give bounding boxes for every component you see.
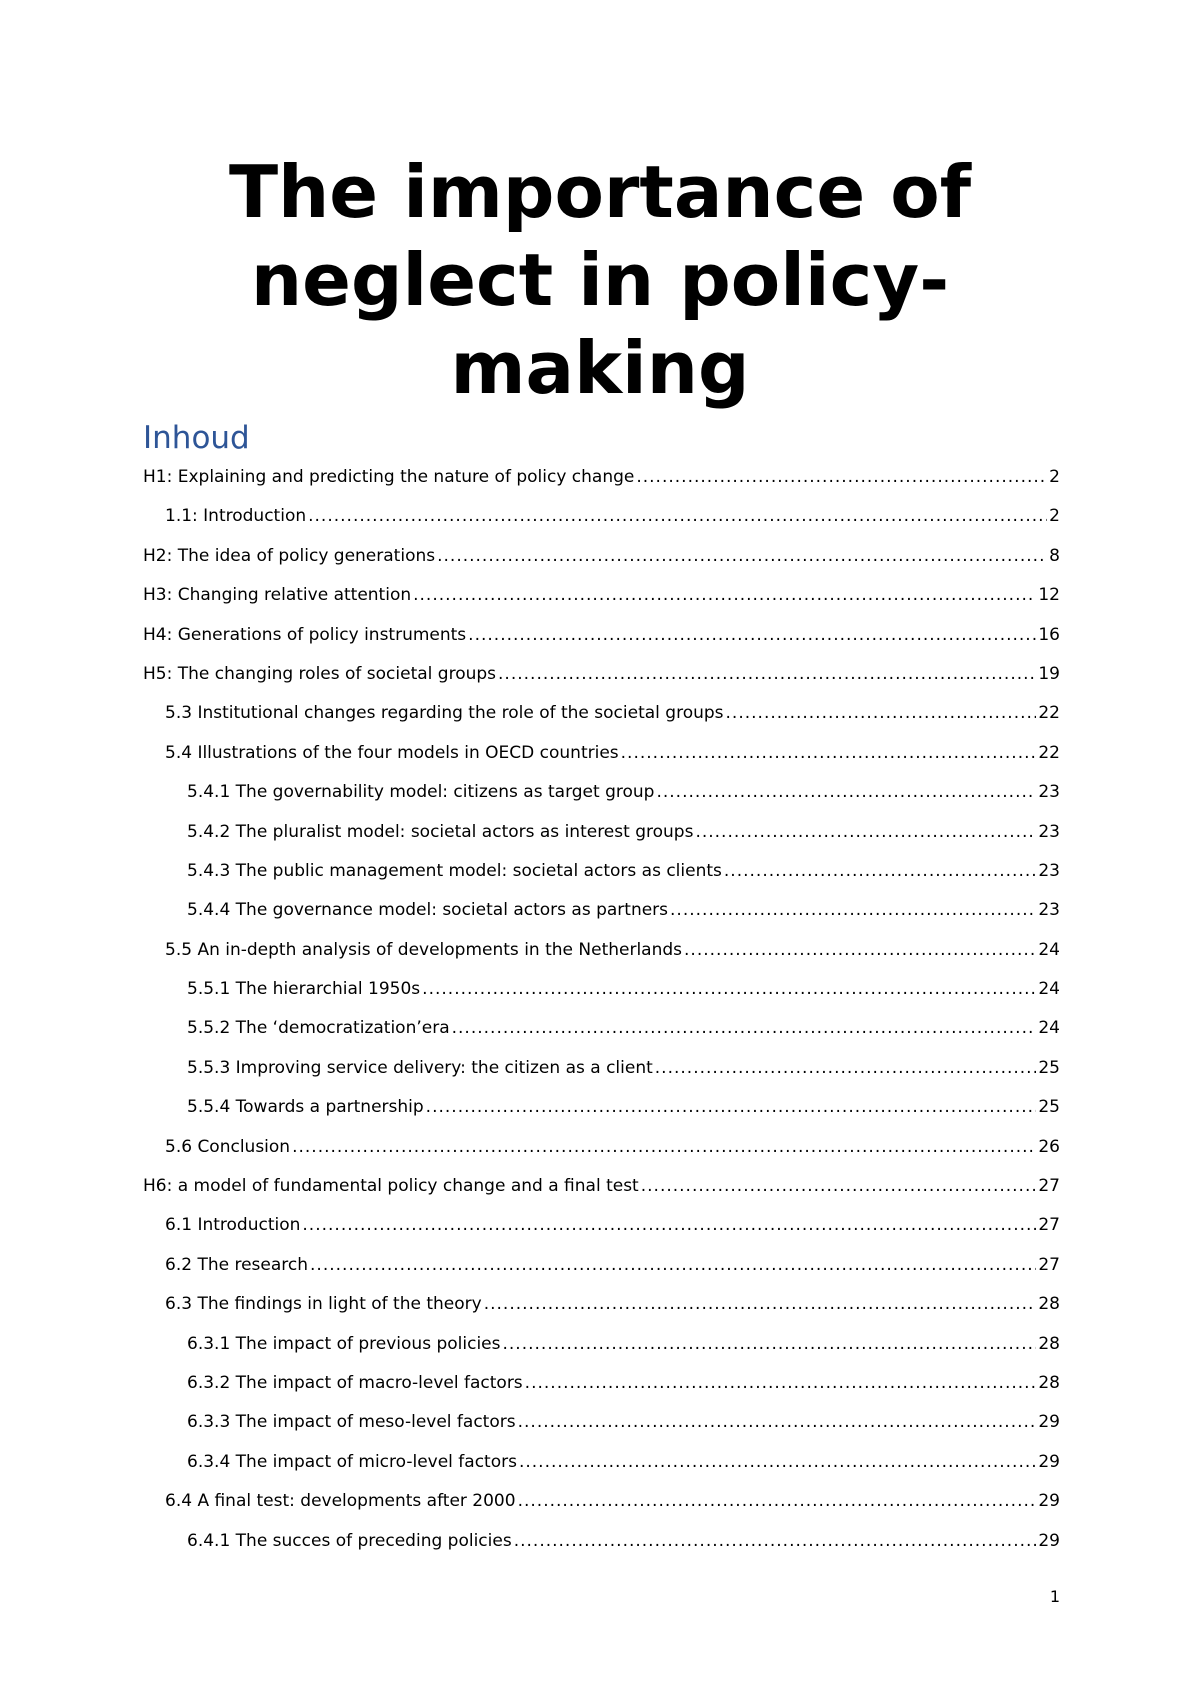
toc-dot-leader: [514, 1522, 1037, 1561]
toc-dot-leader: [413, 576, 1036, 615]
toc-dot-leader: [292, 1128, 1036, 1167]
toc-entry-title: 6.3.1 The impact of previous policies: [187, 1333, 501, 1354]
toc-entry-page-number: 29: [1038, 1530, 1060, 1551]
toc-entry-title: 5.4.4 The governance model: societal actors as partners: [187, 900, 669, 921]
toc-entry-title: 5.3 Institutional changes regarding the role of the societal groups: [165, 703, 724, 724]
toc-entry-title: H3: Changing relative attention: [143, 585, 412, 606]
toc-dot-leader: [518, 1403, 1037, 1442]
toc-entry-title: 5.6 Conclusion: [165, 1136, 291, 1157]
toc-entry-page-number: 24: [1038, 1018, 1060, 1039]
toc-entry[interactable]: [143, 1364, 1060, 1403]
toc-entry-title: 6.1 Introduction: [165, 1215, 301, 1236]
toc-entry-title: 5.4 Illustrations of the four models in OECD countries: [165, 742, 619, 763]
toc-dot-leader: [452, 1009, 1037, 1048]
toc-entry-title: H2: The idea of policy generations: [143, 545, 436, 566]
toc-entry-page-number: 28: [1038, 1294, 1060, 1315]
toc-entry[interactable]: [143, 1246, 1060, 1285]
toc-dot-leader: [519, 1443, 1036, 1482]
toc-entry-title: 6.4 A final test: developments after 2000: [165, 1491, 516, 1512]
toc-dot-leader: [621, 734, 1037, 773]
title-line-2: neglect in policy-: [250, 238, 950, 322]
toc-dot-leader: [655, 1049, 1037, 1088]
toc-dot-leader: [426, 1088, 1037, 1127]
toc-entry[interactable]: [143, 852, 1060, 891]
toc-entry[interactable]: [143, 497, 1060, 536]
toc-entry-page-number: 25: [1038, 1097, 1060, 1118]
toc-entry-title: 6.3 The findings in light of the theory: [165, 1294, 482, 1315]
toc-entry-page-number: 24: [1038, 939, 1060, 960]
toc-entry-page-number: 27: [1038, 1176, 1060, 1197]
toc-entry[interactable]: [143, 891, 1060, 930]
toc-dot-leader: [726, 694, 1037, 733]
title-line-1: The importance of: [228, 150, 972, 234]
toc-dot-leader: [484, 1285, 1037, 1324]
toc-entry[interactable]: [143, 1482, 1060, 1521]
toc-entry-page-number: 29: [1038, 1451, 1060, 1472]
title-line-3: making: [450, 326, 750, 410]
toc-entry[interactable]: [143, 537, 1060, 576]
toc-dot-leader: [422, 970, 1036, 1009]
toc-entry[interactable]: [143, 1009, 1060, 1048]
toc-entry-page-number: 29: [1038, 1412, 1060, 1433]
toc-entry-title: 5.5.3 Improving service delivery: the citizen as a client: [187, 1057, 653, 1078]
toc-entry-title: 5.5.1 The hierarchial 1950s: [187, 979, 421, 1000]
document-title: [143, 148, 1057, 412]
toc-entry[interactable]: [143, 1206, 1060, 1245]
toc-entry-page-number: 22: [1038, 742, 1060, 763]
toc-entry-page-number: 19: [1038, 663, 1060, 684]
toc-entry-page-number: 24: [1038, 979, 1060, 1000]
toc-dot-leader: [468, 616, 1036, 655]
toc-entry-page-number: 12: [1038, 585, 1060, 606]
toc-dot-leader: [302, 1206, 1036, 1245]
toc-dot-leader: [724, 852, 1036, 891]
toc-entry-page-number: 8: [1049, 545, 1060, 566]
toc-entry[interactable]: [143, 1325, 1060, 1364]
toc-entry-title: 5.4.1 The governability model: citizens as target group: [187, 782, 655, 803]
toc-entry[interactable]: [143, 1167, 1060, 1206]
toc-entry[interactable]: [143, 734, 1060, 773]
toc-entry-page-number: 26: [1038, 1136, 1060, 1157]
toc-entry[interactable]: [143, 1403, 1060, 1442]
toc-entry-title: 5.4.2 The pluralist model: societal actors as interest groups: [187, 821, 694, 842]
toc-entry[interactable]: [143, 813, 1060, 852]
toc-dot-leader: [670, 891, 1036, 930]
toc-entry-title: H1: Explaining and predicting the nature of policy change: [143, 467, 635, 487]
toc-entry-title: 6.4.1 The succes of preceding policies: [187, 1530, 512, 1551]
table-of-contents: [143, 458, 1060, 1561]
toc-entry[interactable]: [143, 576, 1060, 615]
toc-entry-page-number: 2: [1049, 506, 1060, 527]
toc-entry[interactable]: [143, 458, 1060, 497]
toc-entry-page-number: 27: [1038, 1215, 1060, 1236]
toc-entry-title: 6.3.2 The impact of macro-level factors: [187, 1372, 523, 1393]
page-number: 1: [1049, 1587, 1060, 1606]
toc-entry[interactable]: [143, 1522, 1060, 1561]
toc-entry-title: 5.4.3 The public management model: societal actors as clients: [187, 860, 722, 881]
toc-entry-title: 5.5 An in-depth analysis of developments in the Netherlands: [165, 939, 683, 960]
toc-dot-leader: [437, 537, 1047, 576]
toc-dot-leader: [525, 1364, 1037, 1403]
toc-dot-leader: [498, 655, 1036, 694]
toc-entry-title: 1.1: Introduction: [165, 506, 307, 527]
toc-entry[interactable]: [143, 1088, 1060, 1127]
toc-entry-title: H6: a model of fundamental policy change and a final test: [143, 1176, 639, 1197]
toc-entry-page-number: 28: [1038, 1333, 1060, 1354]
toc-entry-page-number: 2: [1049, 467, 1060, 487]
toc-entry-page-number: 22: [1038, 703, 1060, 724]
toc-entry-page-number: 23: [1038, 782, 1060, 803]
toc-entry-page-number: 23: [1038, 900, 1060, 921]
toc-entry[interactable]: [143, 970, 1060, 1009]
toc-entry-title: 6.2 The research: [165, 1254, 309, 1275]
toc-entry-page-number: 28: [1038, 1372, 1060, 1393]
toc-dot-leader: [656, 773, 1036, 812]
toc-entry-page-number: 27: [1038, 1254, 1060, 1275]
toc-entry[interactable]: [143, 931, 1060, 970]
toc-heading: Inhoud: [143, 420, 250, 456]
toc-entry-page-number: 29: [1038, 1491, 1060, 1512]
toc-entry[interactable]: [143, 655, 1060, 694]
toc-dot-leader: [518, 1482, 1037, 1521]
toc-entry-page-number: 25: [1038, 1057, 1060, 1078]
toc-dot-leader: [695, 813, 1036, 852]
toc-entry-title: H5: The changing roles of societal groups: [143, 663, 497, 684]
toc-entry[interactable]: [143, 773, 1060, 812]
toc-entry[interactable]: [143, 1049, 1060, 1088]
toc-dot-leader: [310, 1246, 1036, 1285]
toc-dot-leader: [308, 497, 1047, 536]
toc-entry[interactable]: [143, 1443, 1060, 1482]
toc-dot-leader: [636, 458, 1047, 497]
toc-dot-leader: [684, 931, 1036, 970]
toc-entry-page-number: 23: [1038, 821, 1060, 842]
toc-entry-title: 6.3.4 The impact of micro-level factors: [187, 1451, 517, 1472]
toc-entry-title: H4: Generations of policy instruments: [143, 624, 467, 645]
toc-entry[interactable]: [143, 1285, 1060, 1324]
toc-dot-leader: [641, 1167, 1037, 1206]
toc-entry-page-number: 16: [1038, 624, 1060, 645]
toc-entry-title: 6.3.3 The impact of meso-level factors: [187, 1412, 516, 1433]
toc-entry[interactable]: [143, 1128, 1060, 1167]
toc-entry[interactable]: [143, 616, 1060, 655]
toc-entry-title: 5.5.2 The ‘democratization’era: [187, 1018, 450, 1039]
toc-entry-page-number: 23: [1038, 860, 1060, 881]
toc-dot-leader: [503, 1325, 1037, 1364]
toc-entry-title: 5.5.4 Towards a partnership: [187, 1097, 424, 1118]
toc-entry[interactable]: [143, 694, 1060, 733]
